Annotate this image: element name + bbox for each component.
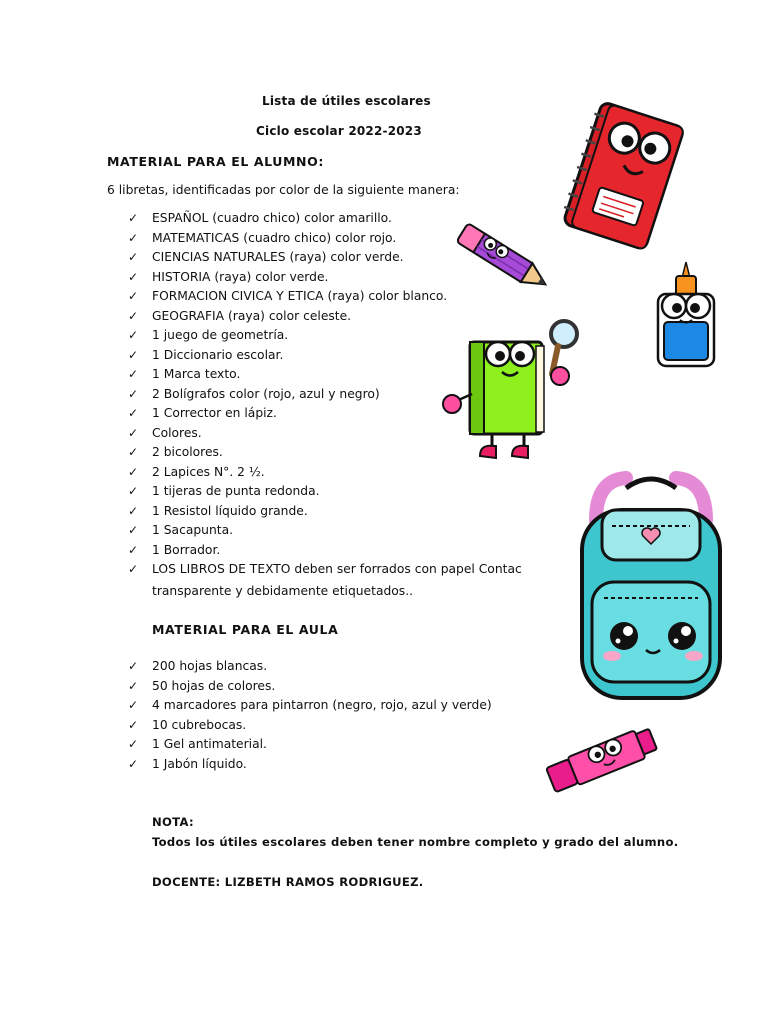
student-material-item xyxy=(128,560,522,580)
textbooks-continuation: transparente y debidamente etiquetados.. xyxy=(152,584,414,598)
student-material-item-text: 1 Resistol líquido grande. xyxy=(152,503,308,518)
checkmark-icon: ✓ xyxy=(128,523,139,537)
checkmark-icon: ✓ xyxy=(128,464,139,479)
class-material-item-text: 10 cubrebocas. xyxy=(152,717,247,732)
class-material-heading: MATERIAL PARA EL AULA xyxy=(152,622,339,637)
class-material-item-text: 200 hojas blancas. xyxy=(152,659,268,673)
class-material-item xyxy=(128,696,492,716)
glue-bottle-icon xyxy=(650,260,722,370)
checkmark-icon: ✓ xyxy=(128,678,139,693)
student-material-item-text: 1 Corrector en lápiz. xyxy=(152,406,277,420)
checkmark-icon: ✓ xyxy=(128,542,139,557)
checkmark-icon: ✓ xyxy=(128,698,139,712)
class-material-item-text: 1 Jabón líquido. xyxy=(152,756,247,771)
student-material-item-text: 2 bicolores. xyxy=(152,445,223,459)
teacher-name: DOCENTE: LIZBETH RAMOS RODRIGUEZ. xyxy=(152,875,424,889)
checkmark-icon: ✓ xyxy=(128,717,139,732)
student-material-item-text: ESPAÑOL (cuadro chico) color amarillo. xyxy=(152,211,392,225)
checkmark-icon: ✓ xyxy=(128,230,139,245)
student-material-item xyxy=(128,521,522,541)
student-material-item xyxy=(128,502,522,522)
checkmark-icon: ✓ xyxy=(128,386,139,401)
student-material-item-text: MATEMATICAS (cuadro chico) color rojo. xyxy=(152,230,397,245)
student-material-item-text: Colores. xyxy=(152,425,202,440)
checkmark-icon: ✓ xyxy=(128,562,139,576)
document-subtitle: Ciclo escolar 2022-2023 xyxy=(256,124,422,138)
class-material-item-text: 50 hojas de colores. xyxy=(152,678,276,693)
student-material-item-text: 1 Diccionario escolar. xyxy=(152,347,284,362)
student-material-item-text: FORMACION CIVICA Y ETICA (raya) color blanco. xyxy=(152,289,448,303)
student-material-item xyxy=(128,482,522,502)
checkmark-icon: ✓ xyxy=(128,250,139,264)
checkmark-icon: ✓ xyxy=(128,289,139,303)
student-material-item-text: 1 Marca texto. xyxy=(152,367,241,381)
class-material-item-text: 1 Gel antimaterial. xyxy=(152,737,267,751)
student-material-item xyxy=(128,541,522,561)
checkmark-icon: ✓ xyxy=(128,269,139,284)
checkmark-icon: ✓ xyxy=(128,347,139,362)
student-material-item-text: 1 tijeras de punta redonda. xyxy=(152,484,320,498)
class-material-item xyxy=(128,657,492,677)
class-material-item xyxy=(128,677,492,697)
checkmark-icon: ✓ xyxy=(128,659,139,673)
note-text: Todos los útiles escolares deben tener nombre completo y grado del alumno. xyxy=(152,835,679,849)
class-material-list xyxy=(128,657,492,774)
checkmark-icon: ✓ xyxy=(128,367,139,381)
student-material-item-text: GEOGRAFIA (raya) color celeste. xyxy=(152,308,352,323)
checkmark-icon: ✓ xyxy=(128,503,139,518)
book-with-magnifier-icon xyxy=(440,316,580,462)
checkmark-icon: ✓ xyxy=(128,756,139,771)
student-material-item xyxy=(128,463,522,483)
student-material-item-text: 1 Borrador. xyxy=(152,542,221,557)
glue-stick-icon xyxy=(540,720,666,794)
checkmark-icon: ✓ xyxy=(128,328,139,342)
student-material-heading: MATERIAL PARA EL ALUMNO: xyxy=(107,154,324,169)
class-material-item xyxy=(128,755,492,775)
checkmark-icon: ✓ xyxy=(128,737,139,751)
notebook-icon xyxy=(548,98,700,258)
student-material-item-text: LOS LIBROS DE TEXTO deben ser forrados con papel Contac xyxy=(152,562,522,576)
checkmark-icon: ✓ xyxy=(128,211,139,225)
checkmark-icon: ✓ xyxy=(128,406,139,420)
backpack-icon xyxy=(556,470,746,720)
checkmark-icon: ✓ xyxy=(128,484,139,498)
class-material-item-text: 4 marcadores para pintarron (negro, rojo, azul y verde) xyxy=(152,698,492,712)
student-material-item-text: HISTORIA (raya) color verde. xyxy=(152,269,329,284)
pencil-icon xyxy=(456,220,560,302)
student-material-item-text: 2 Bolígrafos color (rojo, azul y negro) xyxy=(152,386,380,401)
class-material-item xyxy=(128,716,492,736)
student-material-item-text: 1 Sacapunta. xyxy=(152,523,234,537)
student-material-item-text: 2 Lapices N°. 2 ½. xyxy=(152,464,265,479)
class-material-item xyxy=(128,735,492,755)
checkmark-icon: ✓ xyxy=(128,308,139,323)
student-material-item-text: CIENCIAS NATURALES (raya) color verde. xyxy=(152,250,404,264)
student-material-item-text: 1 juego de geometría. xyxy=(152,328,289,342)
checkmark-icon: ✓ xyxy=(128,425,139,440)
document-title: Lista de útiles escolares xyxy=(262,94,431,108)
note-label: NOTA: xyxy=(152,815,194,829)
checkmark-icon: ✓ xyxy=(128,445,139,459)
notebooks-intro: 6 libretas, identificadas por color de la siguiente manera: xyxy=(107,183,460,197)
